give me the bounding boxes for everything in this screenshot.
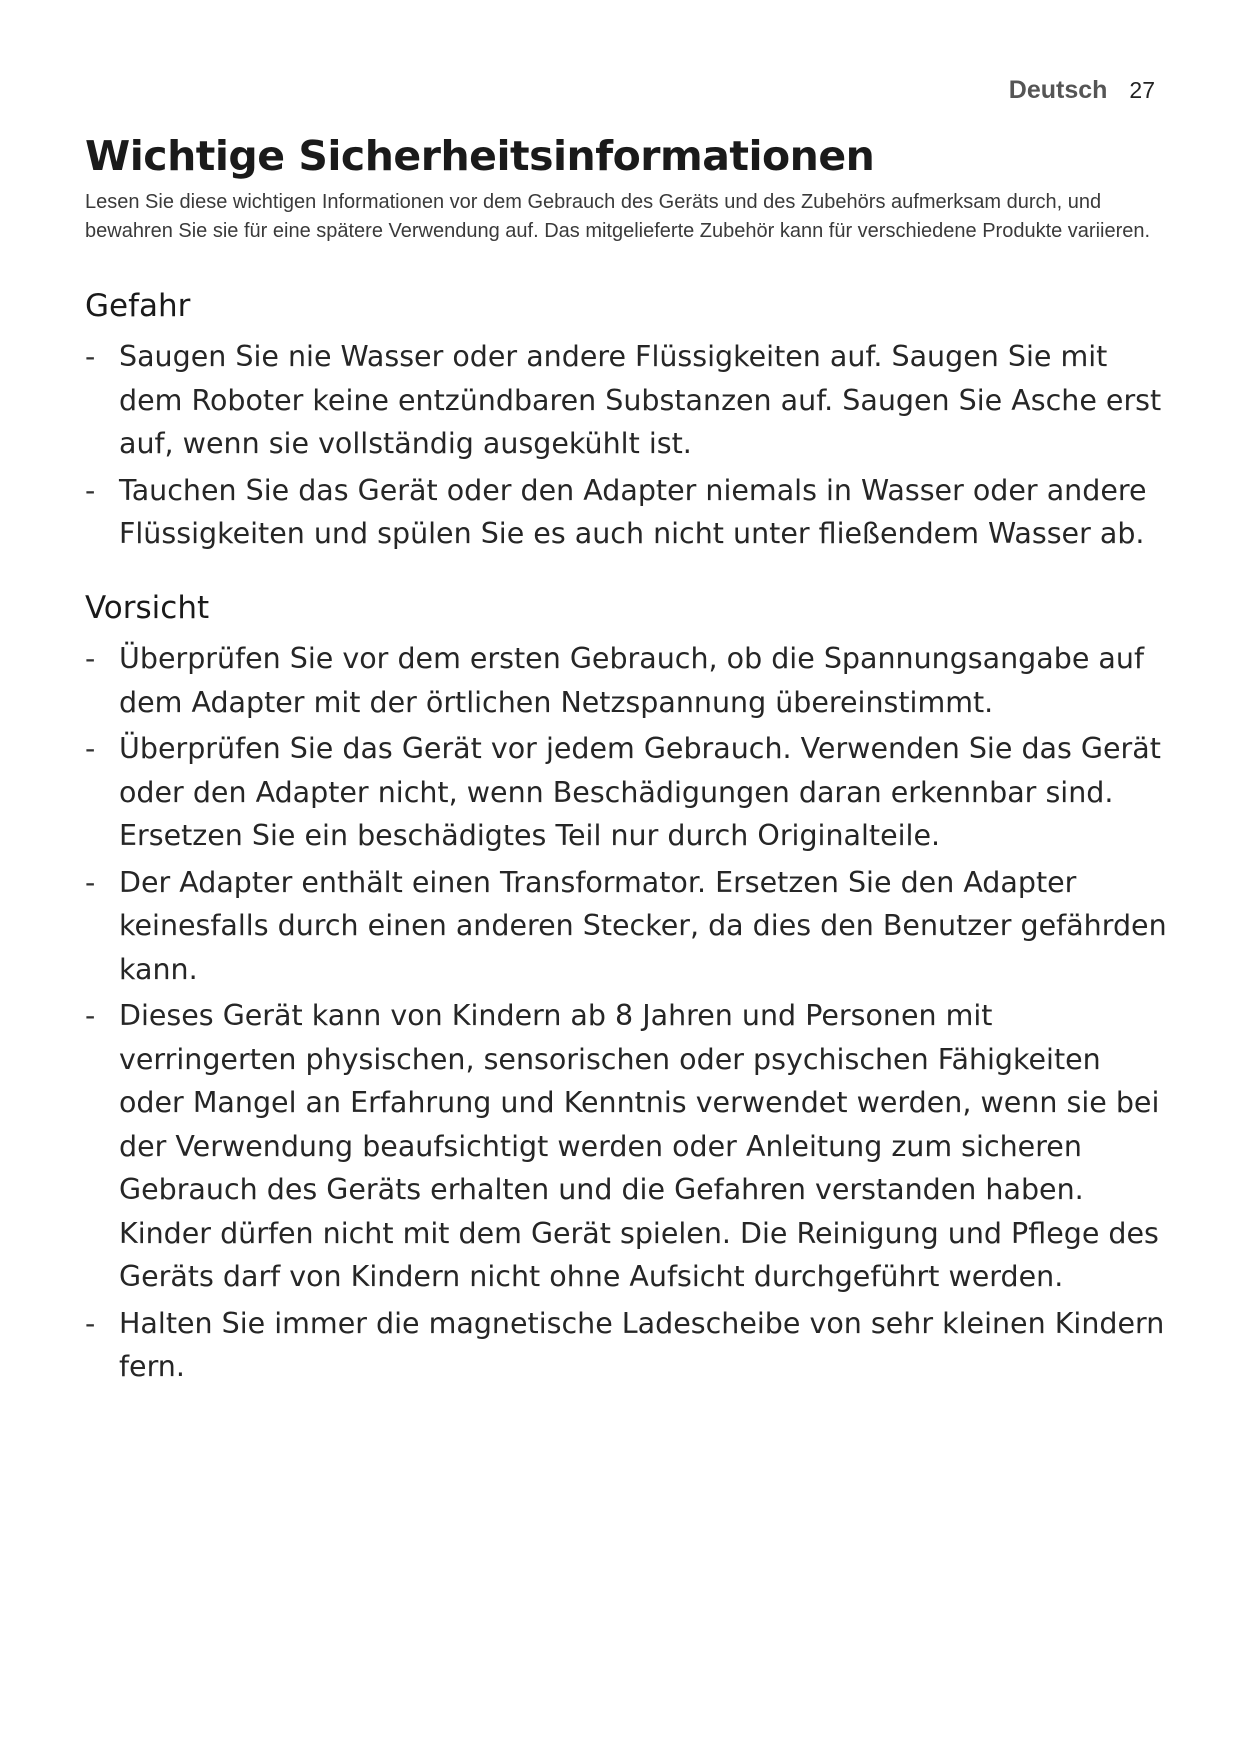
- section-heading-gefahr: Gefahr: [85, 288, 191, 325]
- list-item-text: Saugen Sie nie Wasser oder andere Flüssigkeiten auf. Saugen Sie mit dem Roboter keine entzündbaren Substanzen auf. Saugen Sie Asche erst auf, wenn sie vollständig ausgekühlt ist.: [119, 340, 1162, 461]
- document-content: [85, 133, 1170, 1392]
- section-vorsicht: [85, 590, 1170, 1389]
- bullet-dash: -: [85, 865, 96, 899]
- caution-list: [85, 637, 1170, 1389]
- list-item-text: Tauchen Sie das Gerät oder den Adapter niemals in Wasser oder andere Flüssigkeiten und spülen Sie es auch nicht unter fließendem Wasser ab.: [119, 473, 1147, 551]
- section-heading-vorsicht: Vorsicht: [85, 589, 210, 626]
- list-item: [85, 727, 1170, 858]
- bullet-dash: -: [85, 473, 96, 507]
- language-label: Deutsch: [1008, 76, 1108, 104]
- danger-list: [85, 335, 1170, 556]
- list-item: [85, 1302, 1170, 1389]
- list-item: [85, 469, 1170, 556]
- section-gefahr: [85, 288, 1170, 556]
- list-item-text: Dieses Gerät kann von Kindern ab 8 Jahren und Personen mit verringerten physischen, sensorischen oder psychischen Fähigkeiten oder Mangel an Erfahrung und Kenntnis verwendet werden, wenn sie bei der Verwendung beaufsichtigt werden oder Anleitung zum sicheren Gebrauch des Geräts erhalten und die Gefahren verstanden haben. Kinder dürfen nicht mit dem Gerät spielen. Die Reinigung und Pflege des Geräts darf von Kindern nicht ohne Aufsicht durchgeführt werden.: [119, 999, 1160, 1294]
- bullet-dash: -: [85, 642, 96, 676]
- list-item-text: Überprüfen Sie das Gerät vor jedem Gebrauch. Verwenden Sie das Gerät oder den Adapter nicht, wenn Beschädigungen daran erkennbar sind. Ersetzen Sie ein beschädigtes Teil nur durch Originalteile.: [119, 732, 1161, 853]
- list-item-text: Halten Sie immer die magnetische Ladescheibe von sehr kleinen Kindern fern.: [119, 1306, 1165, 1384]
- list-item-text: Überprüfen Sie vor dem ersten Gebrauch, ob die Spannungsangabe auf dem Adapter mit der örtlichen Netzspannung übereinstimmt.: [119, 642, 1144, 719]
- bullet-dash: -: [85, 340, 96, 374]
- list-item: [85, 861, 1170, 992]
- list-item-text: Der Adapter enthält einen Transformator. Ersetzen Sie den Adapter keinesfalls durch einen anderen Stecker, da dies den Benutzer gefährden kann.: [119, 865, 1167, 986]
- page-header: [1009, 76, 1155, 105]
- list-item: [85, 994, 1170, 1299]
- list-item: [85, 637, 1170, 724]
- page-number: 27: [1129, 77, 1155, 103]
- page-title: Wichtige Sicherheitsinformationen: [85, 132, 875, 180]
- bullet-dash: -: [85, 732, 96, 766]
- list-item: [85, 335, 1170, 466]
- bullet-dash: -: [85, 1306, 96, 1340]
- intro-paragraph: Lesen Sie diese wichtigen Informationen vor dem Gebrauch des Geräts und des Zubehörs aufmerksam durch, und bewahren Sie sie für eine spätere Verwendung auf. Das mitgelieferte Zubehör kann für verschiedene Produkte variieren.: [85, 191, 1151, 243]
- bullet-dash: -: [85, 999, 96, 1033]
